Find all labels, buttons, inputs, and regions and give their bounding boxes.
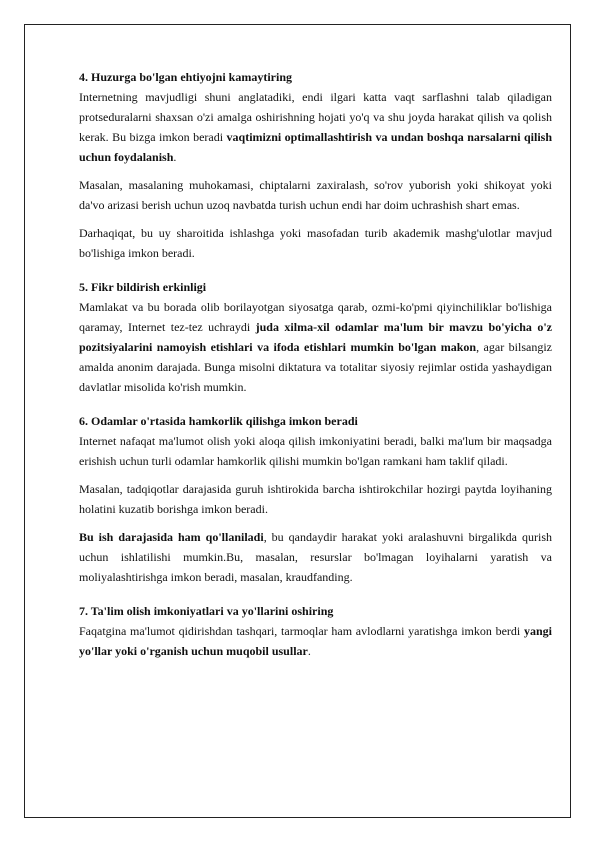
section-heading: 7. Ta'lim olish imkoniyatlari va yo'llarini oshiring: [79, 604, 334, 618]
section-heading: 5. Fikr bildirish erkinligi: [79, 280, 207, 294]
paragraph-text: Internetning mavjudligi shuni anglatadiki, endi ilgari katta vaqt sarflashni talab qiladigan protseduralarni shaxsan o'zi amalga oshirishning hojati yo'q va shu joyda harakat qilish va qolish kerak. Bu bizga imkon beradi: [79, 90, 552, 144]
paragraph: [79, 87, 552, 167]
paragraph: [79, 297, 552, 397]
paragraph-text: .: [307, 644, 311, 658]
section-5: [79, 277, 552, 397]
section-6: [79, 411, 552, 587]
section-heading: 6. Odamlar o'rtasida hamkorlik qilishga imkon beradi: [79, 414, 358, 428]
paragraph-text: , agar bilsangiz amalda anonim darajada. Bunga misolni diktatura va totalitar siyosiy rejimlar ostida yashaydigan davlatlar misolida ko'rish mumkin.: [79, 340, 552, 394]
section-4: [79, 67, 552, 263]
paragraph-text: Faqatgina ma'lumot qidirishdan tashqari, tarmoqlar ham avlodlarni yaratishga imkon berdi: [79, 624, 524, 638]
paragraph-bold-text: vaqtimizni optimallashtirish va undan boshqa narsalarni qilish uchun foydalanish: [79, 130, 552, 164]
paragraph: Darhaqiqat, bu uy sharoitida ishlashga yoki masofadan turib akademik mashg'ulotlar mavjud bo'lishiga imkon beradi.: [79, 226, 552, 260]
paragraph: [79, 621, 552, 661]
paragraph-text: , bu qandaydir harakat yoki aralashuvni birgalikda qurish uchun ishlatilishi mumkin.Bu, masalan, resurslar bo'lmagan loyihalarni yaratish va moliyalashtirishga imkon beradi, masalan, kraudfanding.: [79, 530, 552, 584]
paragraph-bold-text: yangi yo'llar yoki o'rganish uchun muqobil usullar: [79, 624, 552, 658]
paragraph: Internet nafaqat ma'lumot olish yoki aloqa qilish imkoniyatini beradi, balki ma'lum bir maqsadga erishish uchun turli odamlar hamkorlik qilishi mumkin bo'lgan ramkani ham taklif qiladi.: [79, 434, 552, 468]
paragraph: [79, 527, 552, 587]
section-7: [79, 601, 552, 661]
section-heading: 4. Huzurga bo'lgan ehtiyojni kamaytiring: [79, 70, 293, 84]
paragraph: Masalan, tadqiqotlar darajasida guruh ishtirokida barcha ishtirokchilar hozirgi paytda loyihaning holatini kuzatib borishga imkon beradi.: [79, 482, 552, 516]
document-body: [79, 67, 552, 661]
paragraph: Masalan, masalaning muhokamasi, chiptalarni zaxiralash, so'rov yuborish yoki shikoyat yoki da'vo arizasi berish uchun uzoq navbatda turish uchun endi har doim uchrashish shart emas.: [79, 178, 552, 212]
paragraph-text: Mamlakat va bu borada olib borilayotgan siyosatga qarab, ozmi-ko'pmi qiyinchiliklar bo'lishiga qaramay, Internet tez-tez uchraydi: [79, 300, 552, 334]
paragraph-text: .: [173, 150, 177, 164]
paragraph-bold-text: juda xilma-xil odamlar ma'lum bir mavzu bo'yicha o'z pozitsiyalarini namoyish etishlari va ifoda etishlari mumkin bo'lgan makon: [79, 320, 553, 354]
paragraph-bold-text: Bu ish darajasida ham qo'llaniladi: [79, 530, 264, 544]
